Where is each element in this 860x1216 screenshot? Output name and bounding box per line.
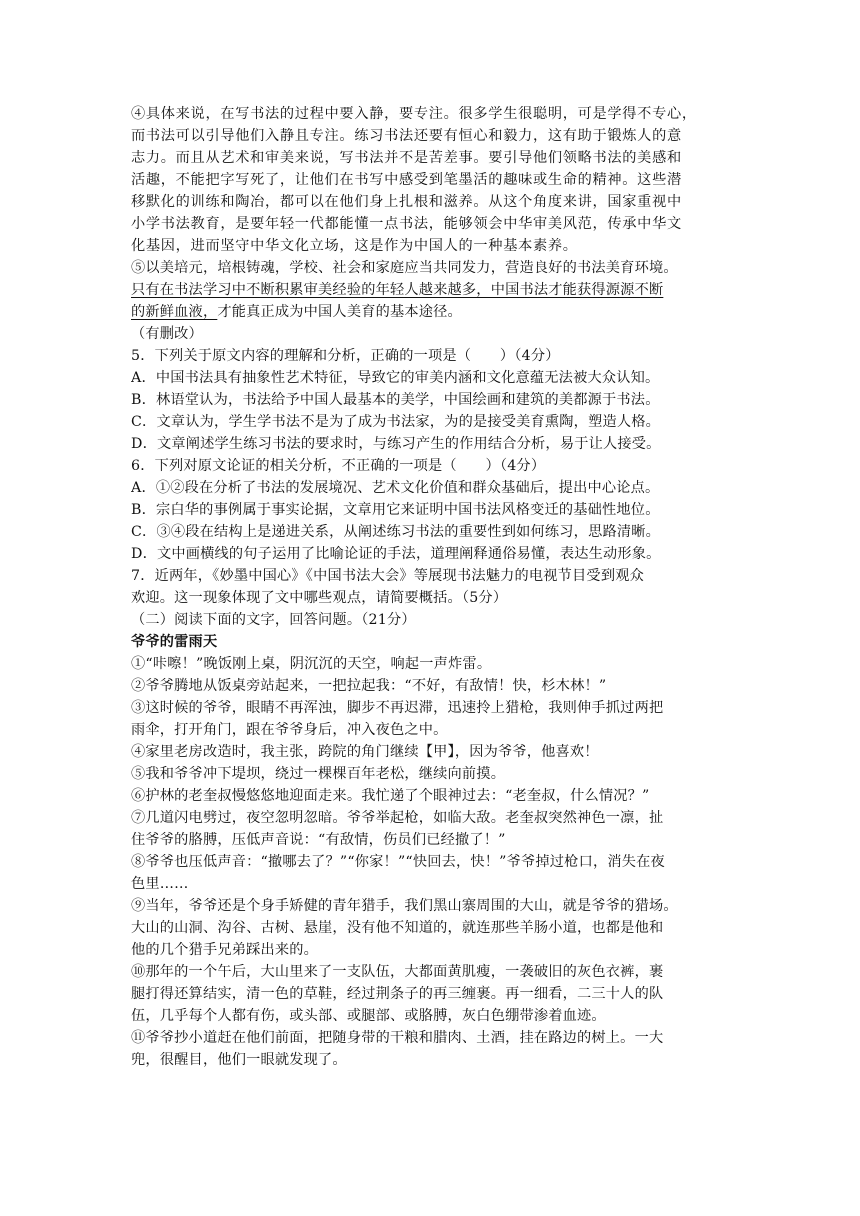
story-paragraph-line: 色里……: [131, 876, 189, 892]
text-line: 志力。而且从艺术和审美来说，写书法并不是苦差事。要引导他们领略书法的美感和: [131, 150, 682, 166]
text-line: 活趣，不能把字写死了，让他们在书写中感受到笔墨活的趣味或生命的精神。这些潜: [131, 172, 682, 188]
story-paragraph-line: 腿打得还算结实，清一色的草鞋，经过荆条子的再三缠裹。再一细看，二三十人的队: [131, 986, 664, 1002]
story-paragraph-line: 住爷爷的胳膊，压低声音说：“有敌情，伤员们已经撤了！”: [131, 832, 506, 848]
text-line: [131, 301, 741, 323]
story-paragraph-line: ②爷爷腾地从饭桌旁站起来，一把拉起我：“不好，有敌情！快，杉木林！”: [131, 678, 607, 694]
question-5-option-d: D．文章阐述学生练习书法的要求时，与练习产生的作用结合分析，易于让人接受。: [131, 436, 661, 452]
text-line: 小学书法教育，是要年轻一代都能懂一点书法，能够领会中华审美风范，传承中华文: [131, 216, 682, 232]
story-paragraph-line: ⑧爷爷也压低声音：“撤哪去了？”“你家！”“快回去，快！”爷爷掉过枪口，消失在夜: [131, 854, 665, 870]
sentence-tail: 才能真正成为中国人美育的基本途径。: [217, 304, 462, 320]
text-line: 而书法可以引导他们入静且专注。练习书法还要有恒心和毅力，这有助于锻炼人的意: [131, 128, 682, 144]
story-paragraph-line: ④家里老房改造时，我主张，跨院的角门继续【甲】，因为爷爷，他喜欢！: [131, 744, 599, 760]
story-paragraph-line: ①“咔嚓！”晚饭刚上桌，阴沉沉的天空，响起一声炸雷。: [131, 656, 492, 672]
question-6-stem: 6．下列对原文论证的相关分析，不正确的一项是（ ）（4分）: [131, 458, 546, 474]
question-6-option-b: B．宗白华的事例属于事实论据，文章用它来证明中国书法风格变迁的基础性地位。: [131, 502, 660, 518]
story-paragraph-line: ⑪爷爷抄小道赶在他们前面，把随身带的干粮和腊肉、土酒，挂在路边的树上。一大: [131, 1030, 664, 1046]
text-line: ⑤以美培元，培根铸魂，学校、社会和家庭应当共同发力，营造良好的书法美育环境。: [131, 260, 678, 276]
source-note: （有删改）: [131, 326, 203, 342]
story-paragraph-line: ⑩那年的一个午后，大山里来了一支队伍，大都面黄肌瘦，一袭破旧的灰色衣裤，裹: [131, 964, 664, 980]
section-heading: （二）阅读下面的文字，回答问题。（21分）: [131, 612, 416, 628]
question-5-stem: 5．下列关于原文内容的理解和分析，正确的一项是（ ）（4分）: [131, 348, 560, 364]
question-7-line: 欢迎。这一现象体现了文中哪些观点，请简要概括。（5分）: [131, 590, 508, 606]
story-title: 爷爷的雷雨天: [131, 634, 218, 650]
question-7-line: 7．近两年，《妙墨中国心》《中国书法大会》等展现书法魅力的电视节目受到观众: [131, 568, 644, 584]
story-paragraph-line: 伍，几乎每个人都有伤，或头部、或腿部、或胳膊，灰白色绷带渗着血迹。: [131, 1008, 606, 1024]
question-6-option-c: C．③④段在结构上是递进关系，从阐述练习书法的重要性到如何练习，思路清晰。: [131, 524, 661, 540]
story-paragraph-line: ⑦几道闪电劈过，夜空忽明忽暗。爷爷举起枪，如临大敌。老奎叔突然神色一凛，扯: [131, 810, 664, 826]
story-paragraph-line: ⑨当年，爷爷还是个身手矫健的青年猎手，我们黑山寨周围的大山，就是爷爷的猎场。: [131, 898, 678, 914]
underlined-sentence: 的新鲜血液，: [131, 304, 218, 320]
story-paragraph-line: 兜，很醒目，他们一眼就发现了。: [131, 1052, 347, 1068]
text-line: ④具体来说，在写书法的过程中要入静，要专注。很多学生很聪明，可是学得不专心，: [131, 106, 697, 122]
story-paragraph-line: ③这时候的爷爷，眼睛不再浑浊，脚步不再迟滞，迅速拎上猎枪，我则伸手抓过两把: [131, 700, 664, 716]
story-paragraph-line: ⑥护林的老奎叔慢悠悠地迎面走来。我忙递了个眼神过去：“老奎叔，什么情况？”: [131, 788, 650, 804]
story-paragraph-line: 雨伞，打开角门，跟在爷爷身后，冲入夜色之中。: [131, 722, 448, 738]
text-line: 移默化的训练和陶冶，都可以在他们身上扎根和滋养。从这个角度来讲，国家重视中: [131, 194, 682, 210]
question-5-option-b: B．林语堂认为，书法给予中国人最基本的美学，中国绘画和建筑的美都源于书法。: [131, 392, 660, 408]
question-5-option-a: A．中国书法具有抽象性艺术特征，导致它的审美内涵和文化意蕴无法被大众认知。: [131, 370, 660, 386]
story-paragraph-line: 大山的山洞、沟谷、古树、悬崖，没有他不知道的，就连那些羊肠小道，也都是他和: [131, 920, 664, 936]
page-content: [131, 103, 741, 1071]
story-paragraph-line: ⑤我和爷爷冲下堤坝，绕过一棵棵百年老松，继续向前摸。: [131, 766, 506, 782]
text-line: [131, 279, 741, 301]
story-body: [131, 653, 741, 1071]
underlined-sentence: 只有在书法学习中不断积累审美经验的年轻人越来越多，中国书法才能获得源源不断: [131, 282, 664, 298]
question-6-option-d: D．文中画横线的句子运用了比喻论证的手法，道理阐释通俗易懂，表达生动形象。: [131, 546, 661, 562]
question-5-option-c: C．文章认为，学生学书法不是为了成为书法家，为的是接受美育熏陶，塑造人格。: [131, 414, 661, 430]
story-paragraph-line: 他的几个猎手兄弟踩出来的。: [131, 942, 319, 958]
text-line: 化基因，进而坚守中华文化立场，这是作为中国人的一种基本素养。: [131, 238, 578, 254]
question-6-option-a: A．①②段在分析了书法的发展境况、艺术文化价值和群众基础后，提出中心论点。: [131, 480, 660, 496]
